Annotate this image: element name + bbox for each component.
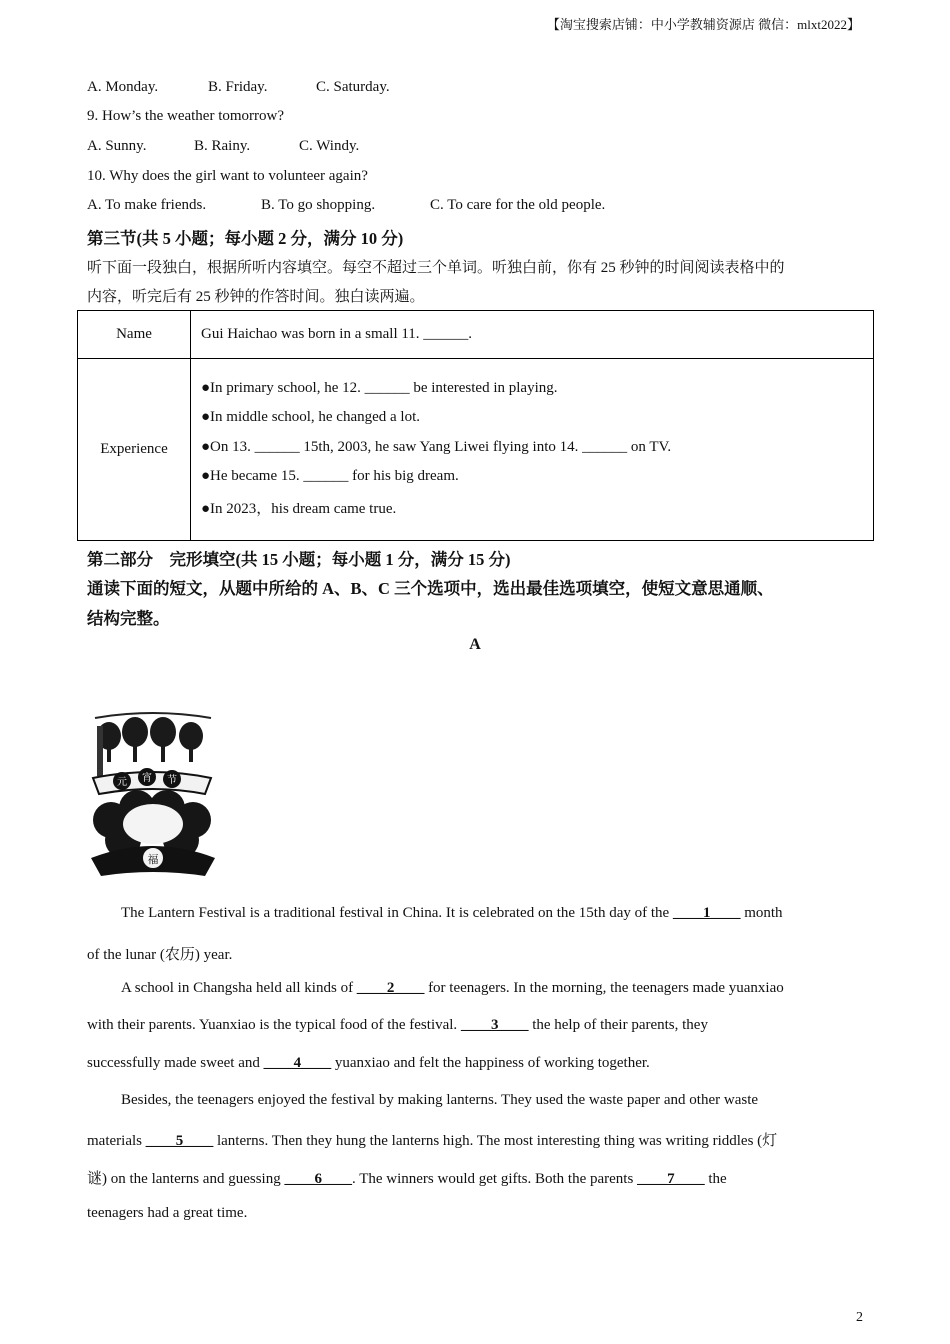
q9-options <box>87 138 359 155</box>
page-number: 2 <box>856 1310 863 1325</box>
option-c: C. Windy. <box>299 138 360 154</box>
passage-text: month <box>740 905 783 921</box>
passage-line <box>87 1129 862 1150</box>
table-row <box>78 359 874 541</box>
passage-line: of the lunar (农历) year. <box>87 947 233 963</box>
blank-6: ____6____ <box>284 1171 352 1187</box>
option-b: B. Friday. <box>208 79 268 95</box>
passage-line <box>87 1017 862 1034</box>
passage-text: materials <box>87 1133 146 1149</box>
banner-char: 节 <box>167 775 177 786</box>
section3-title: 第三节(共 5 小题；每小题 2 分，满分 10 分) <box>87 229 404 248</box>
name-key: Name <box>78 311 191 359</box>
passage-text: the help of their parents, they <box>528 1017 708 1033</box>
option-c: C. Saturday. <box>316 79 390 95</box>
listening-table <box>77 310 874 541</box>
passage-line: teenagers had a great time. <box>87 1205 248 1221</box>
experience-line: ●He became 15. ______ for his big dream. <box>201 468 459 484</box>
passage-paragraph-2 <box>121 980 896 997</box>
q10-options <box>87 197 605 214</box>
option-a: A. Sunny. <box>87 138 147 154</box>
experience-line: ●In middle school, he changed a lot. <box>201 409 421 425</box>
passage-text: The Lantern Festival is a traditional festival in China. It is celebrated on the 15th day of the <box>121 905 673 921</box>
name-value: Gui Haichao was born in a small 11. ______. <box>191 311 874 359</box>
blank-4: ____4____ <box>263 1055 332 1071</box>
passage-text: lanterns. Then they hung the lanterns high. The most interesting thing was writing riddles (灯 <box>213 1133 778 1149</box>
passage-paragraph-1 <box>121 905 896 922</box>
passage-text: A school in Changsha held all kinds of <box>121 980 357 996</box>
lantern-festival-illustration <box>87 708 219 880</box>
blank-1: ____1____ <box>672 905 741 921</box>
passage-paragraph-3: Besides, the teenagers enjoyed the festival by making lanterns. They used the waste paper and other waste <box>121 1092 759 1108</box>
part2-instruction-1: 通读下面的短文，从题中所给的 A、B、C 三个选项中，选出最佳选项填空，使短文意思通顺、 <box>87 579 774 598</box>
passage-text: for teenagers. In the morning, the teenagers made yuanxiao <box>424 980 784 996</box>
blank-3: ____3____ <box>460 1017 529 1033</box>
option-b: B. Rainy. <box>194 138 251 154</box>
q9-question: 9. How’s the weather tomorrow? <box>87 108 285 124</box>
experience-line: ●In 2023，his dream came true. <box>201 500 397 517</box>
banner-char: 元 <box>117 777 127 788</box>
option-a: A. To make friends. <box>87 197 207 213</box>
blank-5: ____5____ <box>145 1133 214 1149</box>
passage-text: yuanxiao and felt the happiness of working together. <box>331 1055 650 1071</box>
section3-instruction-1: 听下面一段独白，根据所听内容填空。每空不超过三个单词。听独白前，你有 25 秒钟的时间阅读表格中的 <box>87 260 785 276</box>
seal-char: 福 <box>147 853 159 866</box>
passage-text: successfully made sweet and <box>87 1055 264 1071</box>
q8-options <box>87 79 390 96</box>
passage-text: . The winners would get gifts. Both the parents <box>351 1171 638 1187</box>
experience-line: ●In primary school, he 12. ______ be interested in playing. <box>201 379 558 396</box>
banner-char: 宵 <box>142 773 152 784</box>
blank-7: ____7____ <box>637 1171 705 1187</box>
part2-title: 第二部分 完形填空(共 15 小题；每小题 1 分，满分 15 分) <box>87 550 511 569</box>
option-a: A. Monday. <box>87 79 159 95</box>
experience-line: ●On 13. ______ 15th, 2003, he saw Yang Liwei flying into 14. ______ on TV. <box>201 438 672 455</box>
passage-line <box>87 1167 862 1188</box>
blank-2: ____2____ <box>356 980 425 996</box>
passage-label: A <box>469 636 481 653</box>
page-header: 【淘宝搜索店铺：中小学教辅资源店 微信：mlxt2022】 <box>546 17 860 32</box>
passage-line <box>87 1055 862 1072</box>
passage-text: with their parents. Yuanxiao is the typical food of the festival. <box>87 1017 461 1033</box>
option-b: B. To go shopping. <box>261 197 376 213</box>
experience-key: Experience <box>78 359 191 541</box>
passage-text: 谜) on the lanterns and guessing <box>87 1171 285 1187</box>
part2-instruction-2: 结构完整。 <box>87 609 170 628</box>
section3-instruction-2: 内容，听完后有 25 秒钟的作答时间。独白读两遍。 <box>87 289 425 305</box>
option-c: C. To care for the old people. <box>430 197 606 213</box>
q10-question: 10. Why does the girl want to volunteer again? <box>87 168 368 184</box>
passage-text: the <box>704 1171 727 1187</box>
table-row <box>78 311 874 359</box>
experience-value <box>191 359 874 541</box>
